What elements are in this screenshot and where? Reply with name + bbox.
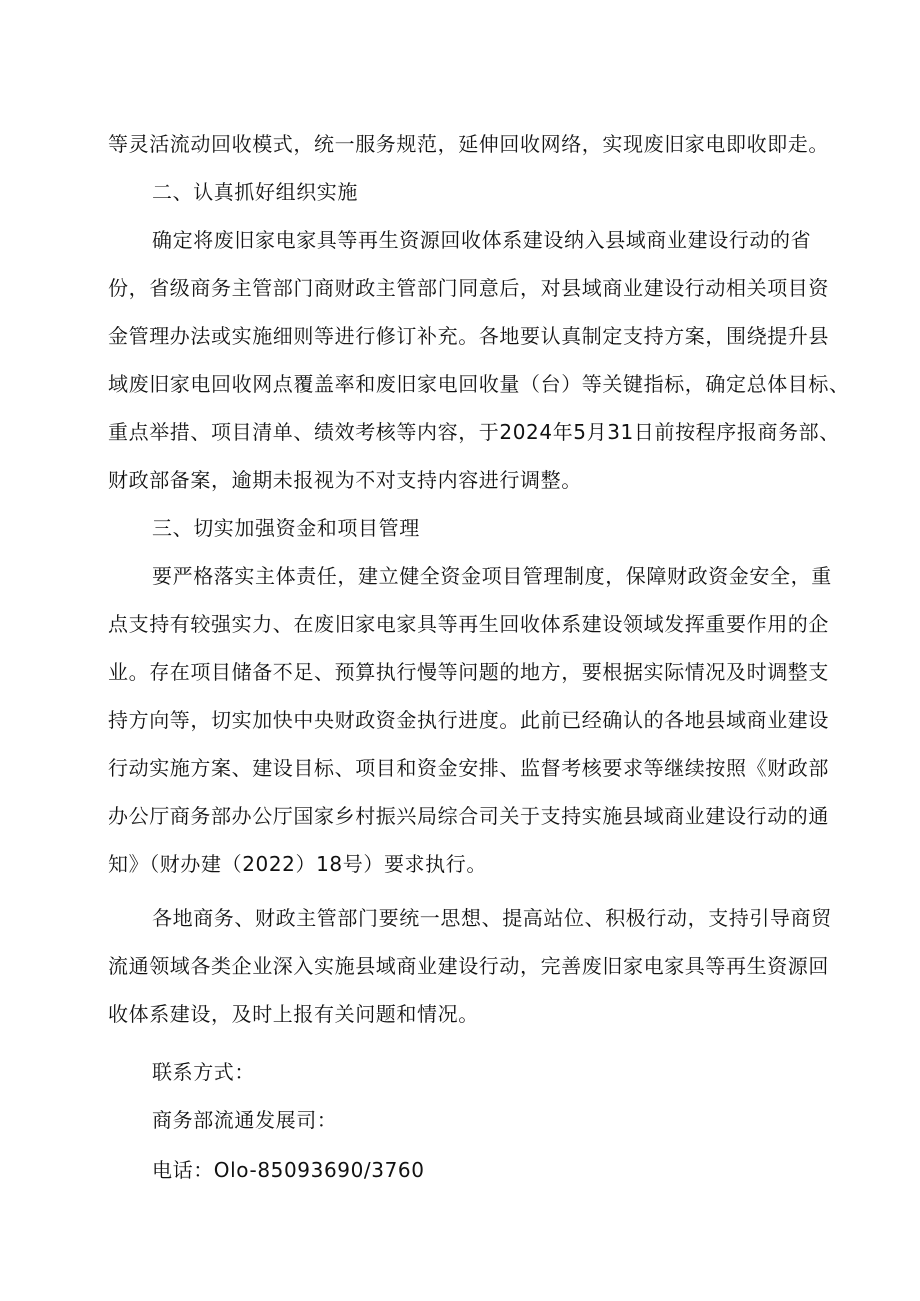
contact-phone: 电话：Olo-85093690/3760 (152, 1158, 425, 1182)
paragraph-line: 重点举措、项目清单、绩效考核等内容，于2024年5月31日前按程序报商务部、 (108, 420, 840, 444)
paragraph-line: 行动实施方案、建设目标、项目和资金安排、监督考核要求等继续按照《财政部 (108, 756, 829, 780)
paragraph-line: 业。存在项目储备不足、预算执行慢等问题的地方，要根据实际情况及时调整支 (108, 660, 829, 684)
paragraph-line: 持方向等，切实加快中央财政资金执行进度。此前已经确认的各地县域商业建设 (108, 708, 829, 732)
paragraph-line: 确定将废旧家电家具等再生资源回收体系建设纳入县域商业建设行动的省 (152, 228, 812, 252)
contact-heading: 联系方式： (152, 1060, 255, 1084)
paragraph-line: 知》（财办建（2022）18号）要求执行。 (108, 852, 487, 876)
contact-department: 商务部流通发展司： (152, 1108, 338, 1132)
paragraph-line: 收体系建设，及时上报有关问题和情况。 (108, 1002, 479, 1026)
paragraph-line: 金管理办法或实施细则等进行修订补充。各地要认真制定支持方案，围绕提升县 (108, 324, 829, 348)
paragraph-line: 等灵活流动回收模式，统一服务规范，延伸回收网络，实现废旧家电即收即走。 (108, 132, 829, 156)
paragraph-line: 流通领域各类企业深入实施县域商业建设行动，完善废旧家电家具等再生资源回 (108, 954, 829, 978)
paragraph-line: 各地商务、财政主管部门要统一思想、提高站位、积极行动，支持引导商贸 (152, 906, 832, 930)
paragraph-line: 域废旧家电回收网点覆盖率和废旧家电回收量（台）等关键指标，确定总体目标、 (108, 372, 850, 396)
paragraph-line: 要严格落实主体责任，建立健全资金项目管理制度，保障财政资金安全，重 (152, 564, 832, 588)
paragraph-line: 财政部备案，逾期未报视为不对支持内容进行调整。 (108, 468, 582, 492)
section-heading: 二、认真抓好组织实施 (152, 180, 358, 204)
paragraph-line: 办公厅商务部办公厅国家乡村振兴局综合司关于支持实施县域商业建设行动的通 (108, 804, 829, 828)
paragraph-line: 点支持有较强实力、在废旧家电家具等再生回收体系建设领域发挥重要作用的企 (108, 612, 829, 636)
paragraph-line: 份，省级商务主管部门商财政主管部门同意后，对县域商业建设行动相关项目资 (108, 276, 829, 300)
section-heading: 三、切实加强资金和项目管理 (152, 516, 420, 540)
